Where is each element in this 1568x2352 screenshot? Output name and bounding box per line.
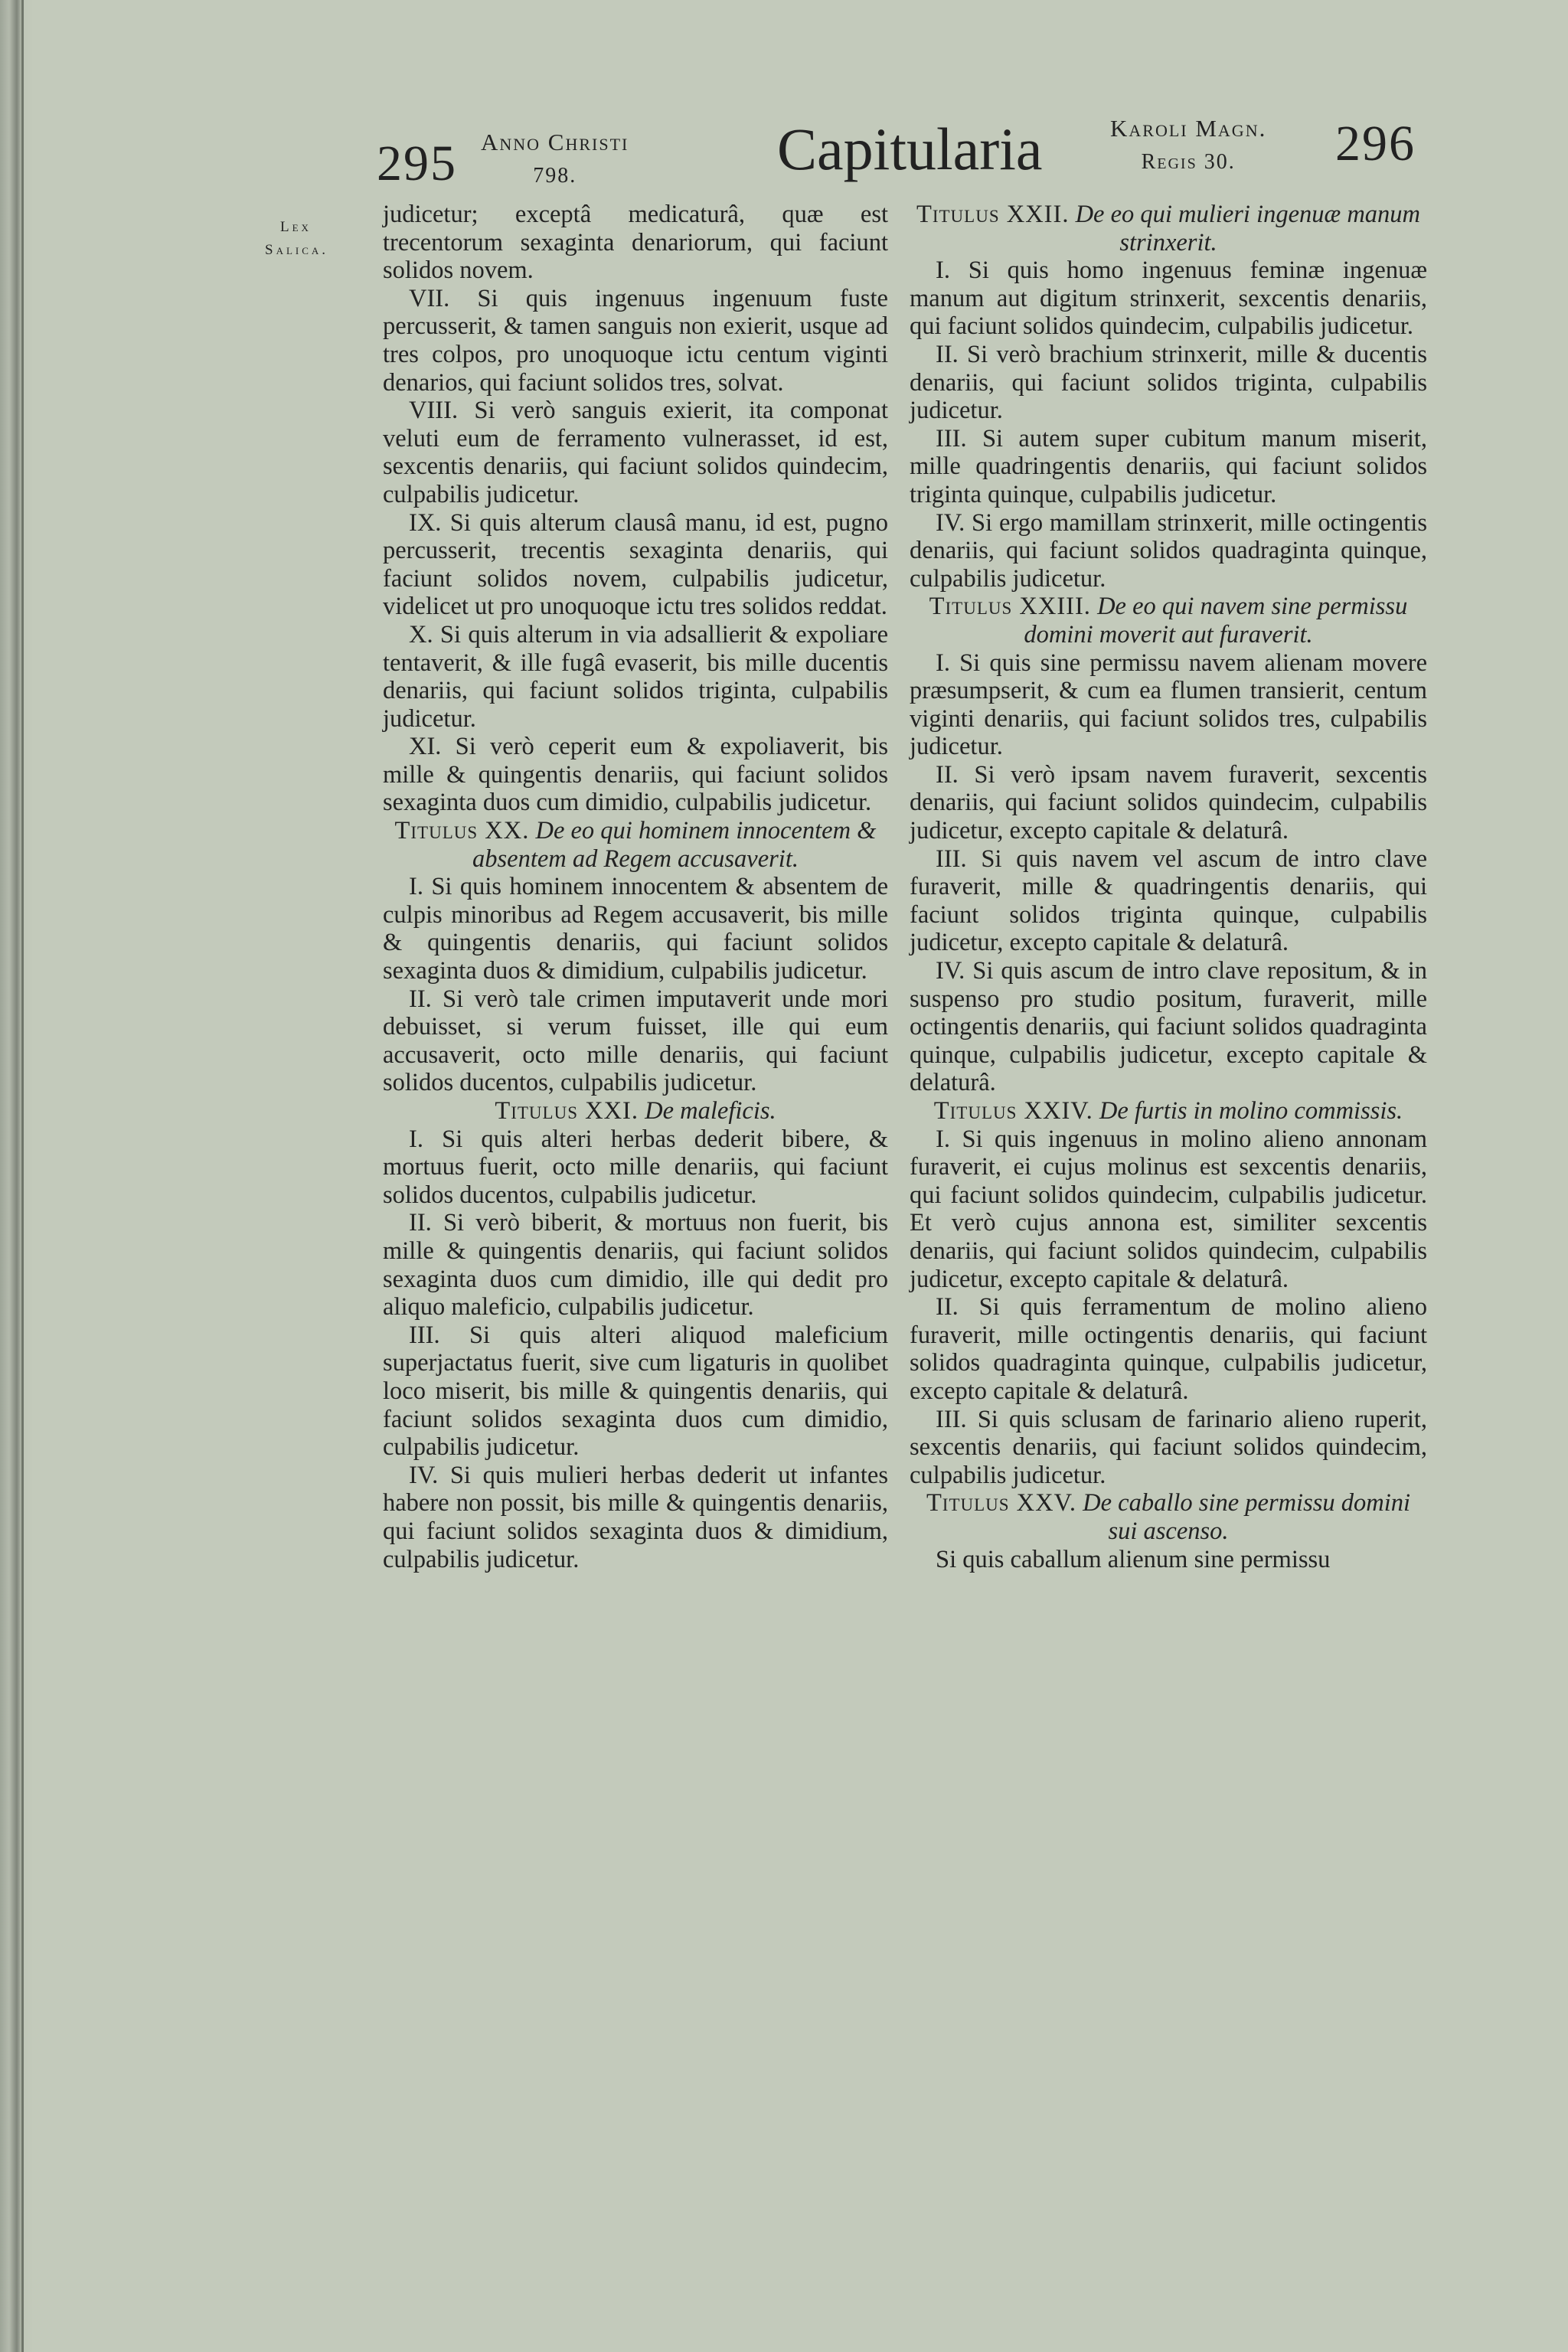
heading-label: Titulus XXIV. (933, 1097, 1093, 1125)
section-heading (383, 817, 888, 873)
paragraph: II. Si verò tale crimen imputaverit unde mori debuisset, si verum fuisset, ille qui eum accusaverit, octo mille denariis, qui faciunt solidos ducentos, culpabilis judicetur. (383, 985, 888, 1097)
section-heading (910, 1097, 1427, 1125)
paragraph: III. Si autem super cubitum manum miserit, mille quadringentis denariis, qui faciunt solidos triginta quinque, culpabilis judicetur. (910, 424, 1427, 508)
regis-label: Regis 30. (1141, 150, 1236, 174)
heading-subtitle: De eo qui mulieri ingenuæ manum strinxerit. (1075, 201, 1421, 256)
heading-label: Titulus XXII. (916, 201, 1070, 228)
karoli-label: Karoli Magn. (1110, 115, 1267, 142)
running-head-anno (481, 129, 629, 188)
paragraph: II. Si quis ferramentum de molino alieno furaverit, mille octingentis denariis, qui faciunt solidos quadraginta quinque, culpabilis judicetur, excepto capitale & delaturâ. (910, 1293, 1427, 1405)
running-head-karoli (1110, 115, 1266, 175)
section-heading (383, 1097, 888, 1125)
paragraph: II. Si verò ipsam navem furaverit, sexcentis denariis, qui faciunt solidos quindecim, culpabilis judicetur, excepto capitale & delaturâ. (910, 760, 1427, 845)
paragraph: III. Si quis navem vel ascum de intro clave furaverit, mille & quadringentis denariis, qui faciunt solidos triginta quinque, culpabilis judicetur, excepto capitale & delaturâ. (910, 844, 1427, 957)
right-column (910, 201, 1427, 1573)
paragraph: XI. Si verò ceperit eum & expoliaverit, bis mille & quingentis denariis, qui faciunt solidos sexaginta duos cum dimidio, culpabilis judicetur. (383, 733, 888, 817)
paragraph: III. Si quis alteri aliquod maleficium superjactatus fuerit, sive cum ligaturis in quolibet loco miserit, bis mille & quingentis denariis, qui faciunt solidos sexaginta duos cum dimidio, culpabilis judicetur. (383, 1321, 888, 1462)
heading-subtitle: De eo qui navem sine permissu domini moverit aut furaverit. (1024, 593, 1408, 648)
page-number-right: 296 (1335, 116, 1416, 172)
paragraph: II. Si verò brachium strinxerit, mille & ducentis denariis, qui faciunt solidos triginta, culpabilis judicetur. (910, 340, 1427, 425)
paragraph: VIII. Si verò sanguis exierit, ita componat veluti eum de ferramento vulnerasset, id est, sexcentis denariis, qui faciunt solidos quindecim, culpabilis judicetur. (383, 397, 888, 508)
heading-subtitle: De furtis in molino commissis. (1099, 1097, 1403, 1125)
anno-year: 798. (533, 164, 577, 188)
paragraph: I. Si quis ingenuus in molino alieno annonam furaverit, ei cujus molinus est sexcentis denariis, qui faciunt solidos quindecim, culpabilis judicetur. Et verò cujus annona est, similiter sexcentis denariis, qui faciunt solidos quindecim, culpabilis judicetur, excepto capitale & delaturâ. (910, 1125, 1427, 1293)
heading-label: Titulus XXIII. (929, 593, 1091, 621)
section-heading (910, 1489, 1427, 1545)
page-number-left: 295 (377, 136, 457, 191)
paragraph: IV. Si quis ascum de intro clave repositum, & in suspenso pro studio positum, furaverit, mille octingentis denariis, qui faciunt solidos quadraginta quinque, culpabilis judicetur, excepto capitale & delaturâ. (910, 957, 1427, 1097)
margin-note-lex: Lex (280, 219, 312, 235)
spine-edge (21, 0, 24, 2352)
paragraph: I. Si quis homo ingenuus feminæ ingenuæ manum aut digitum strinxerit, sexcentis denariis, qui faciunt solidos quindecim, culpabilis judicetur. (910, 256, 1427, 341)
running-title: Capitularia (777, 116, 1043, 182)
paragraph: IX. Si quis alterum clausâ manu, id est, pugno percusserit, trecentis sexaginta denariis, qui faciunt solidos novem, culpabilis judicetur, videlicet ut pro unoquoque ictu tres solidos reddat. (383, 508, 888, 621)
paragraph: Si quis caballum alienum sine permissu (936, 1545, 1331, 1573)
book-spine (0, 0, 34, 2352)
heading-subtitle: De maleficis. (645, 1097, 776, 1125)
paragraph: I. Si quis hominem innocentem & absentem de culpis minoribus ad Regem accusaverit, bis mille & quingentis denariis, qui faciunt solidos sexaginta duos & dimidium, culpabilis judicetur. (383, 873, 888, 985)
paragraph: I. Si quis sine permissu navem alienam movere præsumpserit, & cum ea flumen transierit, centum viginti denariis, qui faciunt solidos tres, culpabilis judicetur. (910, 648, 1427, 761)
paragraph: X. Si quis alterum in via adsallierit & expoliare tentaverit, & ille fugâ evaserit, bis mille ducentis denariis, qui faciunt solidos triginta, culpabilis judicetur. (383, 620, 888, 733)
heading-subtitle: De eo qui hominem innocentem & absentem ad Regem accusaverit. (472, 817, 877, 873)
paragraph: III. Si quis sclusam de farinario alieno ruperit, sexcentis denariis, qui faciunt solidos quindecim, culpabilis judicetur. (910, 1405, 1427, 1489)
paragraph: IV. Si ergo mamillam strinxerit, mille octingentis denariis, qui faciunt solidos quadraginta quinque, culpabilis judicetur. (910, 508, 1427, 593)
section-heading (910, 201, 1427, 256)
margin-note (265, 216, 329, 262)
section-heading (910, 593, 1427, 648)
anno-label: Anno Christi (481, 129, 629, 155)
paragraph: II. Si verò biberit, & mortuus non fuerit, bis mille & quingentis denariis, qui faciunt solidos sexaginta duos cum dimidio, ille qui dedit pro aliquo maleficio, culpabilis judicetur. (383, 1209, 888, 1321)
heading-label: Titulus XX. (394, 817, 530, 845)
heading-label: Titulus XXV. (926, 1489, 1077, 1517)
heading-label: Titulus XXI. (495, 1097, 639, 1125)
paragraph: VII. Si quis ingenuus ingenuum fuste percusserit, & tamen sanguis non exierit, usque ad tres colpos, pro unoquoque ictu centum viginti denarios, qui faciunt solidos tres, solvat. (383, 284, 888, 397)
paragraph: judicetur; exceptâ medicaturâ, quæ est trecentorum sexaginta denariorum, qui faciunt solidos novem. (383, 201, 888, 285)
left-column (383, 201, 888, 1573)
heading-subtitle: De caballo sine permissu domini sui ascenso. (1083, 1489, 1411, 1545)
paragraph: IV. Si quis mulieri herbas dederit ut infantes habere non possit, bis mille & quingentis denariis, qui faciunt solidos sexaginta duos & dimidium, culpabilis judicetur. (383, 1461, 888, 1573)
paragraph: I. Si quis alteri herbas dederit bibere, & mortuus fuerit, octo mille denariis, qui faciunt solidos ducentos, culpabilis judicetur. (383, 1125, 888, 1209)
margin-note-salica: Salica. (265, 242, 329, 258)
